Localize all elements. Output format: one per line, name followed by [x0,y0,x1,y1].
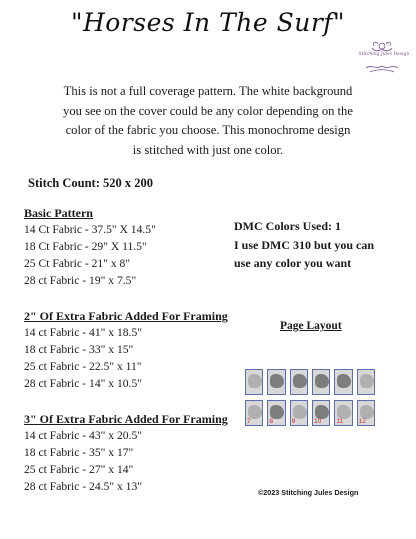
page-thumbnail [312,369,330,395]
page-number: 10 [313,418,322,425]
list-item: 25 Ct Fabric - 21" x 8" [24,257,131,270]
intro-line: This is not a full coverage pattern. The white background [63,84,353,98]
page-number: 9 [291,418,296,425]
page-number: 7 [247,418,251,425]
intro-paragraph [46,82,370,160]
page-layout-heading: Page Layout [280,320,342,332]
page-thumbnail [312,400,330,426]
page-thumbnail [267,400,285,426]
extra-2in-heading: 2" Of Extra Fabric Added For Framing [24,309,228,323]
list-item: 14 Ct Fabric - 37.5" X 14.5" [24,223,156,236]
thumbnail-row [245,400,375,426]
stitch-count: Stitch Count: 520 x 200 [28,176,154,190]
intro-line: color of the fabric you choose. This monochrome design [65,123,351,137]
page-thumbnail [357,400,375,426]
list-item: 28 ct Fabric - 14" x 10.5" [24,377,142,390]
page-number: 11 [336,418,344,425]
dmc-info [234,217,374,273]
list-item: 14 ct Fabric - 41" x 18.5" [24,326,142,339]
dmc-colors-used: DMC Colors Used: 1 [234,219,341,233]
page-thumbnail [290,369,308,395]
logo-text: Stitching Jules Design [358,52,410,57]
list-item: 14 ct Fabric - 43" x 20.5" [24,429,142,442]
page-thumbnail [267,369,285,395]
extra-3in-list [24,427,142,495]
page-layout-thumbnails [245,369,375,431]
thumbnail-row [245,369,375,395]
extra-3in-heading: 3" Of Extra Fabric Added For Framing [24,412,228,426]
flourish-logo-icon [360,38,404,76]
page-number: 12 [358,418,366,425]
page-thumbnail [334,400,352,426]
page-thumbnail [334,369,352,395]
page-number: 8 [269,418,273,425]
intro-line: is stitched with just one color. [132,142,284,157]
copyright-notice: ©2023 Stitching Jules Design [258,488,359,497]
intro-line: you see on the cover could be any color depending on the [63,103,353,118]
basic-pattern-heading: Basic Pattern [24,206,93,220]
list-item: 28 ct Fabric - 24.5" x 13" [24,480,142,493]
dmc-note-line: use any color you want [234,256,352,270]
pattern-title: "Horses In The Surf" [70,8,346,37]
list-item: 25 ct Fabric - 27" x 14" [24,463,134,476]
basic-pattern-list [24,221,156,289]
list-item: 18 Ct Fabric - 29" X 11.5" [24,240,147,253]
page-thumbnail [245,400,263,426]
extra-2in-list [24,324,142,392]
list-item: 25 ct Fabric - 22.5" x 11" [24,360,142,373]
list-item: 28 ct Fabric - 19" x 7.5" [24,274,137,287]
page-thumbnail [357,369,375,395]
list-item: 18 ct Fabric - 33" x 15" [24,343,134,356]
dmc-note-line: I use DMC 310 but you can [234,237,375,252]
brand-logo [360,38,404,76]
page-thumbnail [245,369,263,395]
page-thumbnail [290,400,308,426]
list-item: 18 ct Fabric - 35" x 17" [24,446,134,459]
